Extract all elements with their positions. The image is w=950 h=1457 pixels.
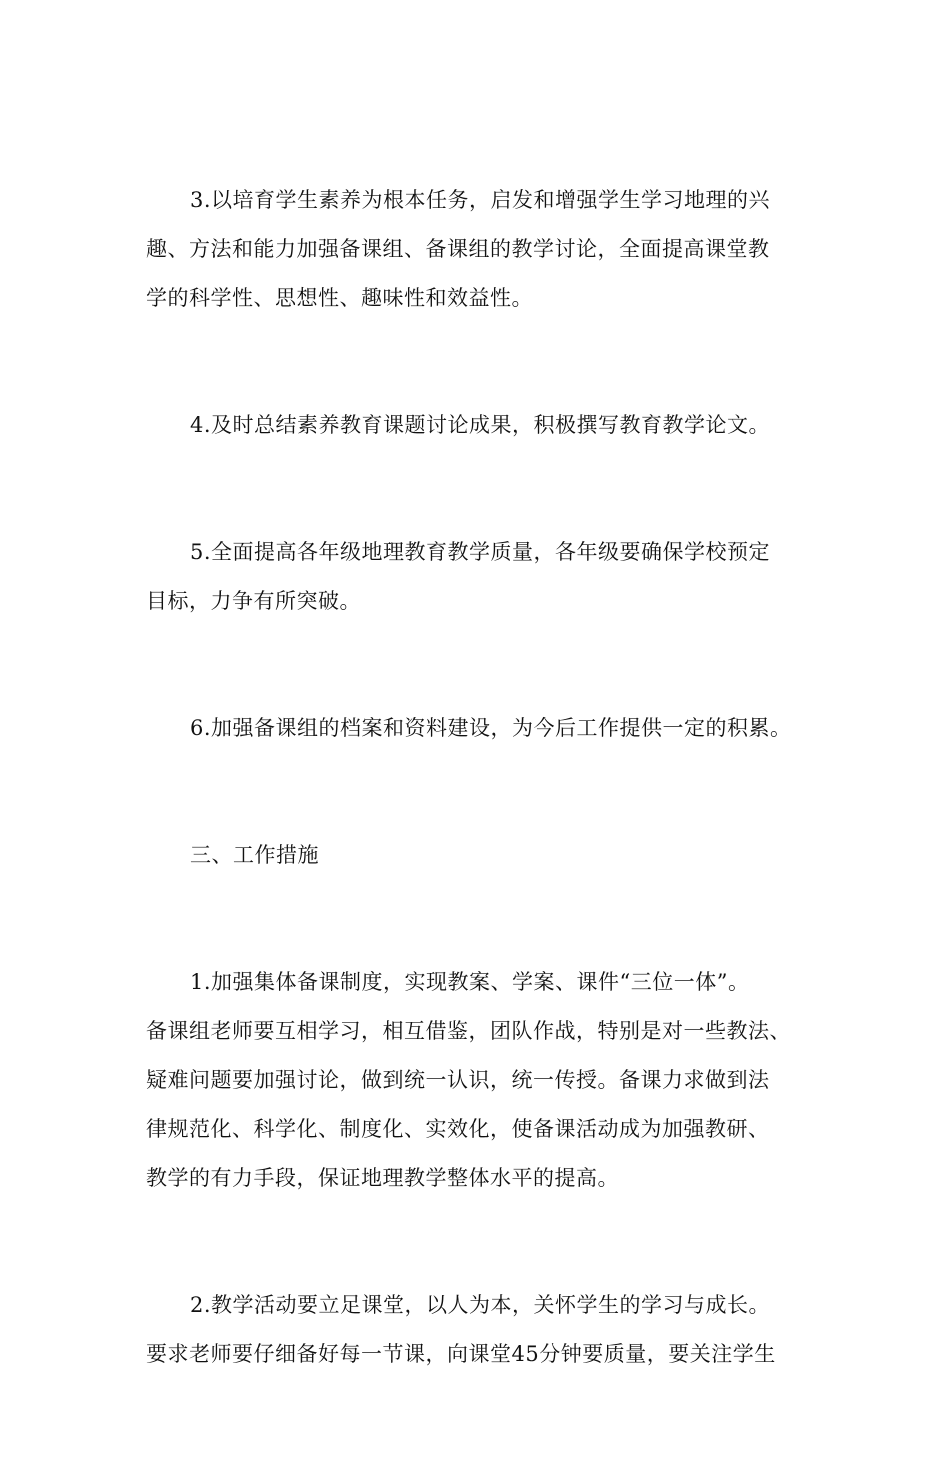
text-line: 5.全面提高各年级地理教育教学质量，各年级要确保学校预定: [190, 540, 771, 564]
document-body: [146, 176, 816, 1457]
paragraph-goal-5: [146, 528, 816, 626]
text-line: 备课组老师要互相学习，相互借鉴，团队作战，特别是对一些教法、: [146, 1019, 791, 1043]
text-line: 要求老师要仔细备好每一节课，向课堂45分钟要质量，要关注学生: [146, 1342, 776, 1366]
text-line: 1.加强集体备课制度，实现教案、学案、课件“三位一体”。: [190, 970, 750, 994]
text-line: 律规范化、科学化、制度化、实效化，使备课活动成为加强教研、: [146, 1117, 770, 1141]
text-line: 2.教学活动要立足课堂，以人为本，关怀学生的学习与成长。: [190, 1293, 771, 1317]
paragraph-goal-6: [146, 704, 816, 753]
heading-text: 三、工作措施: [190, 843, 319, 867]
paragraph-goal-4: [146, 401, 816, 450]
text-line: 4.及时总结素养教育课题讨论成果，积极撰写教育教学论文。: [190, 413, 771, 437]
text-line: 3.以培育学生素养为根本任务，启发和增强学生学习地理的兴: [190, 188, 771, 212]
text-line: 学的科学性、思想性、趣味性和效益性。: [146, 286, 533, 310]
text-line: 6.加强备课组的档案和资料建设，为今后工作提供一定的积累。: [190, 716, 792, 740]
paragraph-goal-3: [146, 176, 816, 323]
paragraph-measure-1: [146, 958, 816, 1203]
text-line: 教学的有力手段，保证地理教学整体水平的提高。: [146, 1166, 619, 1190]
text-line: 疑难问题要加强讨论，做到统一认识，统一传授。备课力求做到法: [146, 1068, 770, 1092]
section-heading: [146, 831, 816, 880]
paragraph-measure-2: [146, 1281, 816, 1379]
text-line: 目标，力争有所突破。: [146, 589, 361, 613]
text-line: 趣、方法和能力加强备课组、备课组的教学讨论，全面提高课堂教: [146, 237, 770, 261]
